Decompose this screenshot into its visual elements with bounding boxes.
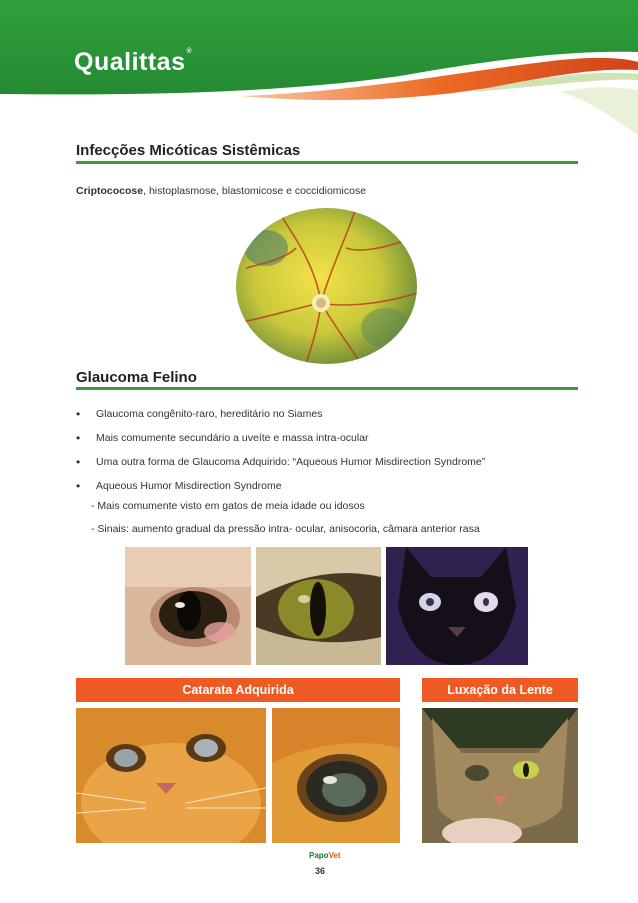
luxacao-cat-photo bbox=[422, 708, 578, 843]
glaucoma-bullet-list bbox=[76, 407, 596, 503]
section-title-micoticas: Infecções Micóticas Sistêmicas bbox=[76, 142, 301, 159]
fundus-photo bbox=[236, 208, 417, 364]
intro-rest-text: , histoplasmose, blastomicose e coccidiomicose bbox=[143, 185, 367, 197]
qualittas-logo bbox=[74, 48, 192, 77]
papovet-logo bbox=[309, 851, 341, 860]
glaucoma-eye-photo-2 bbox=[256, 547, 381, 665]
list-item: • Glaucoma congênito-raro, hereditário no Siames bbox=[76, 407, 596, 431]
sub-item: - Mais comumente visto em gatos de meia idade ou idosos bbox=[91, 500, 365, 512]
logo-text: ualittas bbox=[93, 48, 186, 76]
catarata-cat-photo-1 bbox=[76, 708, 266, 843]
section-divider bbox=[76, 161, 578, 164]
glaucoma-sub-list bbox=[91, 499, 591, 545]
banner-catarata-adquirida: Catarata Adquirida bbox=[76, 678, 400, 702]
logo-registered-mark: ® bbox=[186, 48, 193, 55]
list-item: • Uma outra forma de Glaucoma Adquirido: “Aqueous Humor Misdirection Syndrome” bbox=[76, 455, 596, 479]
banner-luxacao-da-lente: Luxação da Lente bbox=[422, 678, 578, 702]
papovet-logo-part1: Papo bbox=[309, 851, 329, 860]
papovet-logo-part2: Vet bbox=[328, 851, 341, 860]
catarata-eye-photo-2 bbox=[272, 708, 400, 843]
intro-bold-term: Criptococose bbox=[76, 185, 144, 197]
sub-item: - Sinais: aumento gradual da pressão intra- ocular, anisocoria, câmara anterior rasa bbox=[91, 523, 480, 535]
intro-paragraph bbox=[76, 185, 366, 197]
logo-q-mark: Q bbox=[74, 48, 94, 76]
section-title-glaucoma: Glaucoma Felino bbox=[76, 369, 197, 386]
header-banner bbox=[0, 0, 638, 135]
list-item: • Aqueous Humor Misdirection Syndrome bbox=[76, 479, 596, 503]
glaucoma-eye-photo-1 bbox=[125, 547, 251, 665]
list-item: • Mais comumente secundário a uveíte e massa intra-ocular bbox=[76, 431, 596, 455]
section-divider bbox=[76, 387, 578, 390]
glaucoma-cat-photo bbox=[386, 547, 528, 665]
page-number: 36 bbox=[314, 866, 325, 876]
